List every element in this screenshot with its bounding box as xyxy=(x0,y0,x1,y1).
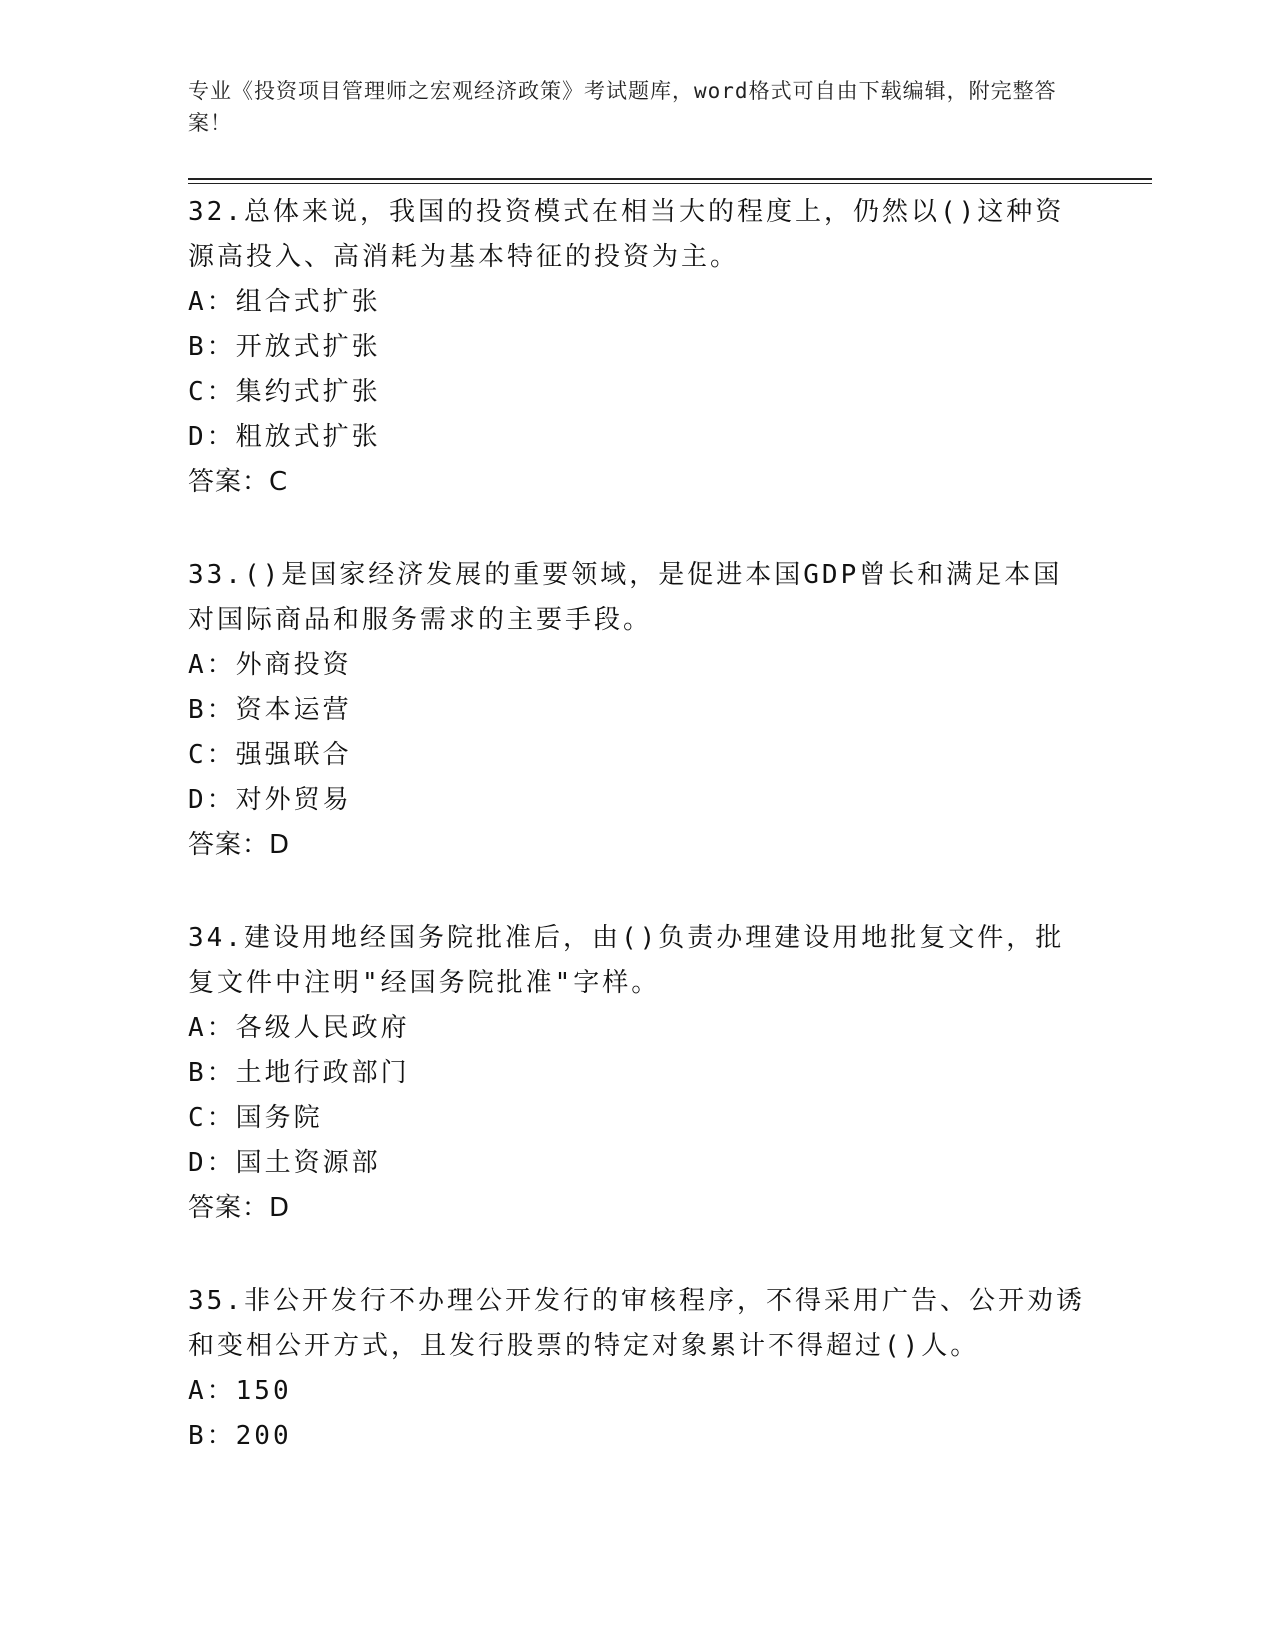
question-33 xyxy=(188,553,1088,868)
option-d: D：国土资源部 xyxy=(188,1148,381,1178)
option-c: C：集约式扩张 xyxy=(188,377,381,407)
question-stem: 34.建设用地经国务院批准后，由()负责办理建设用地批复文件，批复文件中注明"经国务院批准"字样。 xyxy=(188,923,1065,998)
answer-line: 答案：C xyxy=(188,467,289,497)
header-text: 专业《投资项目管理师之宏观经济政策》考试题库，word格式可自由下载编辑，附完整答案！ xyxy=(188,79,1057,135)
option-a: A：各级人民政府 xyxy=(188,1013,410,1043)
question-stem: 32.总体来说，我国的投资模式在相当大的程度上，仍然以()这种资源高投入、高消耗为基本特征的投资为主。 xyxy=(188,197,1065,272)
option-b: B：开放式扩张 xyxy=(188,332,381,362)
document-header xyxy=(188,75,1078,139)
option-b: B：土地行政部门 xyxy=(188,1058,410,1088)
question-stem: 33.()是国家经济发展的重要领域，是促进本国GDP曾长和满足本国对国际商品和服务需求的主要手段。 xyxy=(188,560,1063,635)
option-b: B：资本运营 xyxy=(188,695,352,725)
answer-line: 答案：D xyxy=(188,1193,291,1223)
question-34 xyxy=(188,916,1088,1231)
question-32 xyxy=(188,190,1088,505)
option-c: C：强强联合 xyxy=(188,740,352,770)
option-a: A：外商投资 xyxy=(188,650,352,680)
answer-line: 答案：D xyxy=(188,830,291,860)
option-a: A：150 xyxy=(188,1376,292,1406)
question-list xyxy=(188,190,1088,1507)
option-b: B：200 xyxy=(188,1421,292,1451)
header-divider-thin xyxy=(188,183,1152,184)
option-d: D：对外贸易 xyxy=(188,785,352,815)
header-divider xyxy=(188,178,1152,180)
question-35 xyxy=(188,1279,1088,1459)
option-d: D：粗放式扩张 xyxy=(188,422,381,452)
question-stem: 35.非公开发行不办理公开发行的审核程序，不得采用广告、公开劝诱和变相公开方式，且发行股票的特定对象累计不得超过()人。 xyxy=(188,1286,1085,1361)
option-c: C：国务院 xyxy=(188,1103,323,1133)
option-a: A：组合式扩张 xyxy=(188,287,381,317)
